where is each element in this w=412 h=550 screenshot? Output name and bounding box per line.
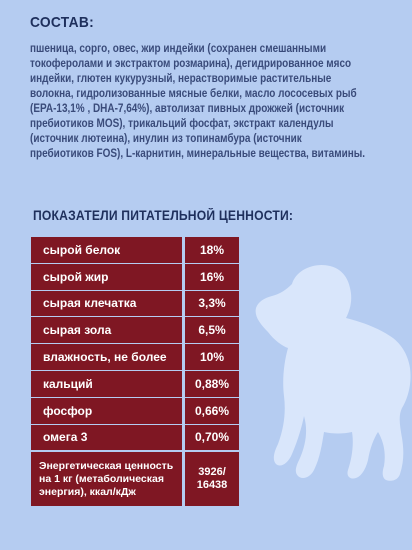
nutrient-value: 18%: [185, 237, 239, 263]
nutrient-name: сырой белок: [31, 237, 182, 263]
nutrient-value: 0,88%: [185, 371, 239, 397]
nutrition-title: ПОКАЗАТЕЛИ ПИТАТЕЛЬНОЙ ЦЕННОСТИ:: [33, 208, 294, 223]
nutrient-value: 0,66%: [185, 398, 239, 424]
nutrition-row: [31, 398, 239, 424]
nutrient-value: 0,70%: [185, 425, 239, 451]
dog-silhouette-icon: [252, 262, 412, 482]
energy-row: [31, 452, 239, 506]
nutrient-name: влажность, не более: [31, 344, 182, 370]
energy-label: Энергетическая ценность на 1 кг (метаболическая энергия), ккал/кДж: [31, 452, 182, 506]
nutrient-value: 10%: [185, 344, 239, 370]
nutrient-name: кальций: [31, 371, 182, 397]
nutrient-name: сырой жир: [31, 264, 182, 290]
nutrient-value: 3,3%: [185, 291, 239, 317]
composition-title: СОСТАВ:: [30, 14, 95, 31]
nutrition-row: [31, 344, 239, 370]
nutrition-row: [31, 237, 239, 263]
nutrition-row: [31, 425, 239, 451]
nutrient-value: 6,5%: [185, 317, 239, 343]
composition-text: пшеница, сорго, овес, жир индейки (сохранен смешанными токоферолами и экстрактом розмарина), дегидрированное мясо индейки, глютен кукурузный, нерастворимые растительные волокна, гидролизованные мясные белки, масло лососевых рыб (EPA-13,1% , DHA-7,64%), автолизат пивных дрожжей (источник пребиотиков MOS), трикальций фосфат, экстракт календулы (источник лютеина), инулин из топинамбура (источник пребиотиков FOS), L-карнитин, минеральные вещества, витамины.: [30, 42, 366, 160]
nutrition-row: [31, 371, 239, 397]
nutrition-row: [31, 264, 239, 290]
nutrient-name: сырая зола: [31, 317, 182, 343]
nutrition-row: [31, 291, 239, 317]
nutrition-table: [31, 237, 239, 507]
nutrition-row: [31, 317, 239, 343]
nutrient-value: 16%: [185, 264, 239, 290]
nutrient-name: сырая клечатка: [31, 291, 182, 317]
energy-value: 3926/ 16438: [185, 452, 239, 506]
nutrient-name: фосфор: [31, 398, 182, 424]
nutrient-name: омега 3: [31, 425, 182, 451]
